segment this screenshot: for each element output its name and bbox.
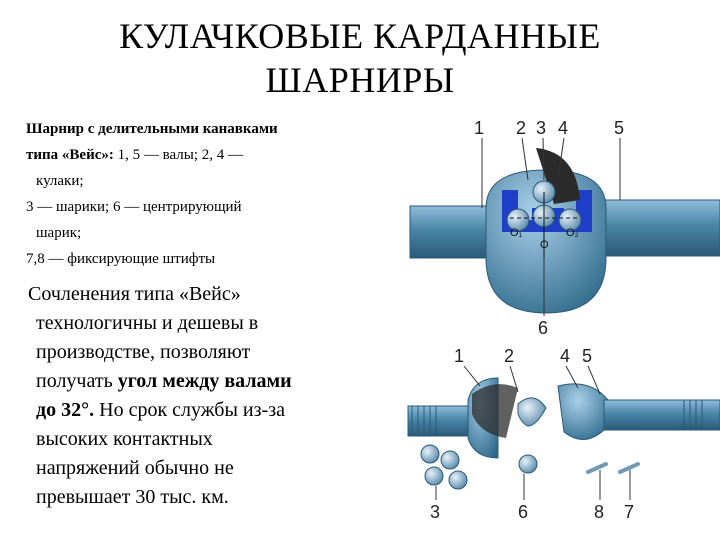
spline-shaft-right [604, 400, 720, 430]
desc-line-3: кулаки; [36, 173, 84, 189]
spline-shaft-left [408, 406, 468, 436]
main-line-2: технологичны и дешевы в [36, 312, 259, 334]
ball-a [421, 445, 439, 463]
desc-line-6: 7,8 — фиксирующие штифты [26, 251, 216, 267]
label-3: 3 [536, 118, 547, 138]
main-line-5: Но срок службы из-за [94, 399, 285, 421]
cam-2 [518, 398, 546, 426]
desc-line-2: 1, 5 — валы; 2, 4 — [113, 147, 244, 163]
joint-illustration [368, 108, 720, 540]
title-line-2: ШАРНИРЫ [265, 60, 455, 100]
label-2: 2 [516, 118, 527, 138]
label-b8: 8 [594, 502, 605, 522]
mark-o2: O₂ [566, 227, 579, 239]
main-line-7: напряжений обычно не [36, 457, 234, 479]
main-line-6: высоких контактных [36, 428, 213, 450]
pin-7 [620, 464, 638, 472]
desc-line-5: шарик; [36, 225, 82, 241]
label-b4: 4 [560, 346, 571, 366]
ball-d [449, 471, 467, 489]
label-6: 6 [538, 318, 549, 338]
leader-b1 [464, 366, 480, 386]
label-4: 4 [558, 118, 569, 138]
main-line-4-bold: угол между валами [117, 370, 292, 392]
ball-c [425, 467, 443, 485]
main-line-1: Сочленения типа «Вейс» [28, 283, 241, 305]
shaft-4-head [558, 384, 608, 440]
exploded-joint [408, 346, 720, 522]
main-line-4: получать [36, 370, 118, 392]
label-b7: 7 [624, 502, 635, 522]
label-1: 1 [474, 118, 485, 138]
assembled-joint [410, 118, 720, 338]
label-b1: 1 [454, 346, 465, 366]
ball-b [441, 451, 459, 469]
page-title [40, 14, 680, 102]
label-b2: 2 [504, 346, 515, 366]
main-text [28, 280, 358, 512]
main-line-5-bold: до 32°. [36, 399, 95, 421]
legend-description [26, 116, 371, 272]
label-b6: 6 [518, 502, 529, 522]
pin-8 [588, 464, 606, 472]
ball-center-6 [519, 455, 537, 473]
main-line-8: превышает 30 тыс. км. [36, 486, 229, 508]
main-line-3: производстве, позволяют [36, 341, 251, 363]
desc-line-4: 3 — шарики; 6 — центрирующий [26, 199, 242, 215]
label-b3: 3 [430, 502, 441, 522]
label-b5: 5 [582, 346, 593, 366]
mark-o: O [540, 239, 549, 251]
label-5: 5 [614, 118, 625, 138]
joint-svg [368, 108, 720, 540]
mark-o1: O₁ [510, 227, 523, 239]
title-line-1: КУЛАЧКОВЫЕ КАРДАННЫЕ [119, 16, 601, 56]
desc-line-2-bold: типа «Вейс»: [26, 147, 114, 163]
shaft-right [602, 200, 720, 256]
desc-line-1: Шарнир с делительными канавками [26, 121, 278, 137]
